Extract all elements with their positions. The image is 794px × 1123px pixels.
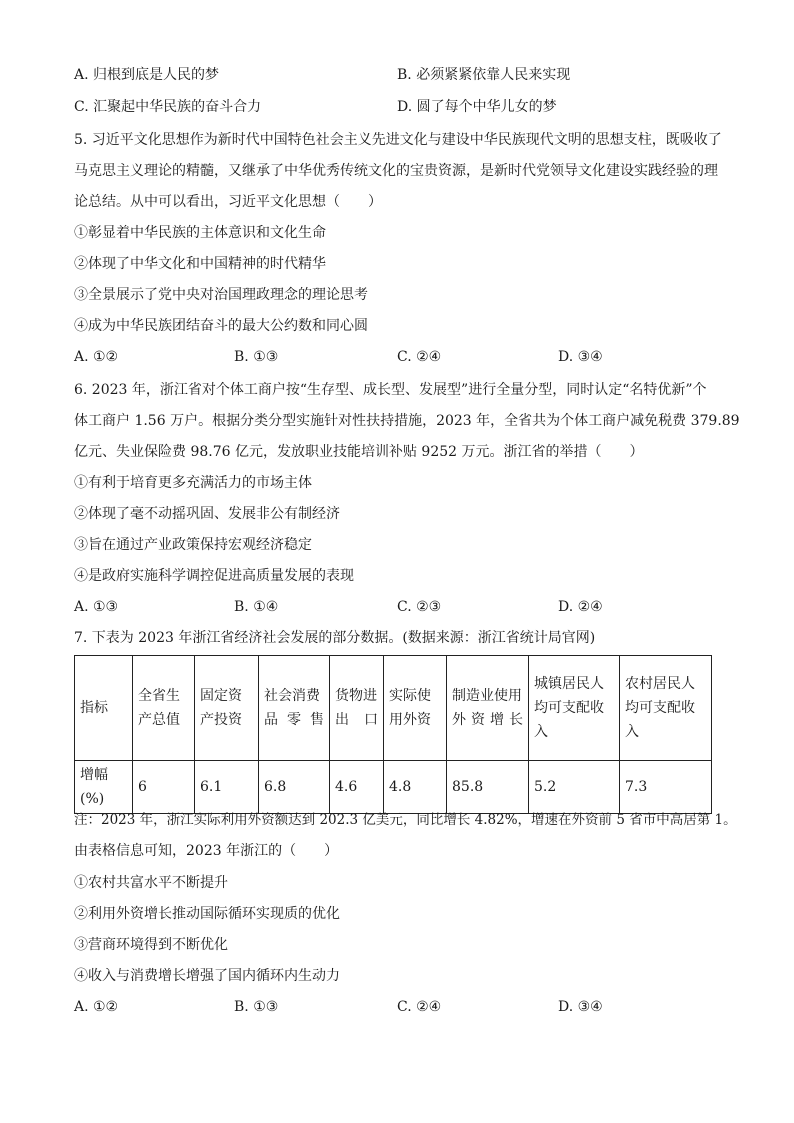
q7-options — [74, 998, 734, 1016]
table-row — [75, 761, 712, 814]
q7-option-b[interactable]: B. ①③ — [234, 999, 279, 1015]
table-header-cell: 全省生产总值 — [133, 656, 195, 761]
q4-option-b[interactable]: B. 必须紧紧依靠人民来实现 — [397, 67, 571, 83]
q6-item-2: ②体现了毫不动摇巩固、发展非公有制经济 — [74, 506, 340, 522]
q7-item-2: ②利用外资增长推动国际循环实现质的优化 — [74, 906, 340, 922]
q4-options-row-1 — [74, 66, 734, 84]
table-header-cell: 固定资产投资 — [195, 656, 259, 761]
table-header-row — [75, 656, 712, 761]
q7-option-a[interactable]: A. ①② — [74, 999, 119, 1015]
q4-option-c[interactable]: C. 汇聚起中华民族的奋斗合力 — [74, 99, 262, 115]
q5-option-a[interactable]: A. ①② — [74, 349, 119, 365]
table-cell: 6.8 — [259, 761, 330, 814]
q4-option-a[interactable]: A. 归根到底是人民的梦 — [74, 67, 220, 83]
q5-stem-line-3: 论总结。从中可以看出，习近平文化思想（ ） — [74, 194, 382, 210]
table-cell: 7.3 — [620, 761, 712, 814]
q6-option-b[interactable]: B. ①④ — [234, 599, 279, 615]
q6-item-3: ③旨在通过产业政策保持宏观经济稳定 — [74, 537, 312, 553]
q6-option-a[interactable]: A. ①③ — [74, 599, 119, 615]
q6-stem-line-2: 体工商户 1.56 万户。根据分类分型实施针对性扶持措施，2023 年，全省共为个体工商户减免税费 379.89 — [74, 413, 740, 429]
q7-item-3: ③营商环境得到不断优化 — [74, 937, 228, 953]
q5-item-1: ①彰显着中华民族的主体意识和文化生命 — [74, 225, 326, 241]
table-cell: 5.2 — [529, 761, 620, 814]
q7-item-4: ④收入与消费增长增强了国内循环内生动力 — [74, 968, 340, 984]
q7-stem: 7. 下表为 2023 年浙江省经济社会发展的部分数据。(数据来源：浙江省统计局官网) — [74, 630, 596, 646]
q7-question: 由表格信息可知，2023 年浙江的（ ） — [74, 843, 339, 859]
table-header-cell: 货物进出口 — [330, 656, 384, 761]
table-header-cell: 社会消费品零售 — [259, 656, 330, 761]
q5-item-2: ②体现了中华文化和中国精神的时代精华 — [74, 256, 326, 272]
q5-options — [74, 348, 734, 366]
q6-item-1: ①有利于培育更多充满活力的市场主体 — [74, 475, 312, 491]
q7-data-table — [74, 655, 712, 814]
table-header-cell: 农村居民人均可支配收入 — [620, 656, 712, 761]
q6-item-4: ④是政府实施科学调控促进高质量发展的表现 — [74, 568, 354, 584]
q5-option-d[interactable]: D. ③④ — [558, 349, 603, 365]
q5-option-c[interactable]: C. ②④ — [397, 349, 442, 365]
q7-note: 注：2023 年，浙江实际利用外资额达到 202.3 亿美元，同比增长 4.82%，增速在外资前 5 省市中高居第 1。 — [74, 812, 737, 828]
q5-item-4: ④成为中华民族团结奋斗的最大公约数和同心圆 — [74, 318, 368, 334]
q4-option-d[interactable]: D. 圆了每个中华儿女的梦 — [397, 99, 557, 115]
table-cell: 6.1 — [195, 761, 259, 814]
q6-option-d[interactable]: D. ②④ — [558, 599, 603, 615]
q5-stem-line-1: 5. 习近平文化思想作为新时代中国特色社会主义先进文化与建设中华民族现代文明的思想支柱，既吸收了 — [74, 132, 722, 148]
q5-stem-line-2: 马克思主义理论的精髓，又继承了中华优秀传统文化的宝贵资源，是新时代党领导文化建设实践经验的理 — [74, 163, 718, 179]
q4-options-row-2 — [74, 98, 734, 116]
table-row-label: 增幅(%) — [75, 761, 133, 814]
q7-option-d[interactable]: D. ③④ — [558, 999, 603, 1015]
table-header-cell: 制造业使用外资增长 — [447, 656, 529, 761]
q7-item-1: ①农村共富水平不断提升 — [74, 875, 228, 891]
table-header-cell: 指标 — [75, 656, 133, 761]
q6-option-c[interactable]: C. ②③ — [397, 599, 442, 615]
q7-option-c[interactable]: C. ②④ — [397, 999, 442, 1015]
table-cell: 6 — [133, 761, 195, 814]
table-header-cell: 实际使用外资 — [384, 656, 447, 761]
table-cell: 4.6 — [330, 761, 384, 814]
table-cell: 4.8 — [384, 761, 447, 814]
q6-stem-line-3: 亿元、失业保险费 98.76 亿元，发放职业技能培训补贴 9252 万元。浙江省的举措（ ） — [74, 444, 644, 460]
table-header-cell: 城镇居民人均可支配收入 — [529, 656, 620, 761]
q6-stem-line-1: 6. 2023 年，浙江省对个体工商户按“生存型、成长型、发展型”进行全量分型，同时认定“名特优新”个 — [74, 382, 707, 398]
q5-option-b[interactable]: B. ①③ — [234, 349, 279, 365]
q6-options — [74, 598, 734, 616]
q5-item-3: ③全景展示了党中央对治国理政理念的理论思考 — [74, 287, 368, 303]
table-cell: 85.8 — [447, 761, 529, 814]
